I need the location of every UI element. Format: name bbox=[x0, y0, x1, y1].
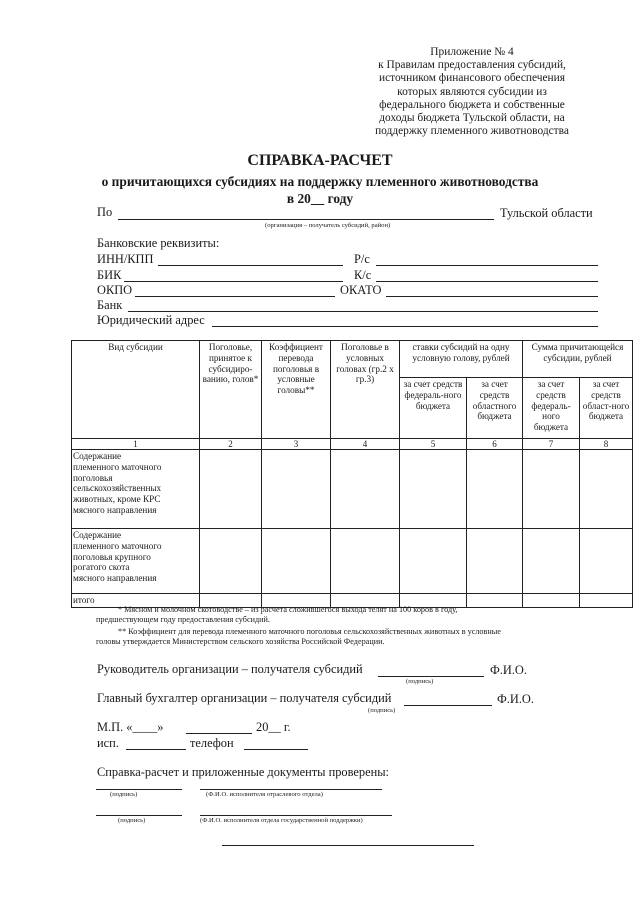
header-federal: за счет средств федераль-ного бюджета bbox=[400, 378, 467, 439]
footnote-2a: ** Коэффициент для перевода племенного маточного поголовья сельскохозяйственных животных в условные bbox=[118, 627, 501, 636]
cell[interactable] bbox=[523, 594, 580, 608]
cell[interactable] bbox=[331, 529, 400, 594]
row-kind-1: Содержание племенного маточного поголовья сельскохозяйственных животных, кроме КРС мясного направления bbox=[72, 450, 200, 529]
column-number: 8 bbox=[580, 439, 633, 450]
executor-field[interactable] bbox=[126, 749, 186, 750]
table-row bbox=[72, 450, 633, 529]
date-year: 20__ г. bbox=[256, 720, 291, 734]
column-number: 7 bbox=[523, 439, 580, 450]
column-number: 3 bbox=[262, 439, 331, 450]
check-signature-caption-2: (подпись) bbox=[118, 817, 146, 824]
cell[interactable] bbox=[200, 529, 262, 594]
stamp-date-label: М.П. «____» bbox=[97, 720, 164, 734]
head-signature-field[interactable] bbox=[378, 676, 484, 677]
bik-label: БИК bbox=[97, 268, 122, 282]
cell[interactable] bbox=[580, 529, 633, 594]
check-signature-field-1[interactable] bbox=[96, 789, 182, 790]
accountant-signature-caption: (подпись) bbox=[368, 707, 396, 714]
header-regional-sum: за счет средств област-ного бюджета bbox=[580, 378, 633, 439]
table-row bbox=[72, 529, 633, 594]
header-sum: Сумма причитающейся субсидии, рублей bbox=[523, 341, 633, 378]
rs-field[interactable] bbox=[376, 265, 598, 266]
cell[interactable] bbox=[467, 594, 523, 608]
okpo-label: ОКПО bbox=[97, 283, 133, 297]
executor-label: исп. bbox=[97, 736, 119, 750]
column-number: 4 bbox=[331, 439, 400, 450]
organization-field[interactable] bbox=[118, 219, 494, 220]
inn-field[interactable] bbox=[158, 265, 343, 266]
region-label: Тульской области bbox=[500, 206, 593, 220]
cell[interactable] bbox=[200, 450, 262, 529]
appendix-line: к Правилам предоставления субсидий, bbox=[378, 59, 566, 72]
address-field[interactable] bbox=[212, 326, 598, 327]
appendix-line: Приложение № 4 bbox=[430, 46, 514, 58]
cell[interactable] bbox=[580, 594, 633, 608]
header-regional: за счет средств областного бюджета bbox=[467, 378, 523, 439]
appendix-line: доходы бюджета Тульской области, на bbox=[379, 112, 565, 125]
cell[interactable] bbox=[523, 450, 580, 529]
okpo-field[interactable] bbox=[135, 296, 335, 297]
column-number: 5 bbox=[400, 439, 467, 450]
cell[interactable] bbox=[523, 529, 580, 594]
document-subtitle: о причитающихся субсидиях на поддержку племенного животноводства bbox=[101, 174, 539, 189]
ks-field[interactable] bbox=[376, 281, 598, 282]
check-fio-caption-2: (Ф.И.О. исполнителя отдела государственной поддержки) bbox=[200, 817, 363, 824]
cell[interactable] bbox=[467, 450, 523, 529]
cell[interactable] bbox=[400, 529, 467, 594]
footnote-1b: предшествующем году предоставления субсидий. bbox=[96, 615, 270, 624]
check-fio-caption-1: (Ф.И.О. исполнителя отраслевого отдела) bbox=[206, 791, 323, 798]
cell[interactable] bbox=[331, 450, 400, 529]
date-month-field[interactable] bbox=[186, 733, 252, 734]
ks-label: К/с bbox=[354, 268, 372, 282]
accountant-signature-field[interactable] bbox=[404, 705, 492, 706]
header-kind: Вид субсидии bbox=[72, 341, 200, 439]
bank-field[interactable] bbox=[128, 311, 598, 312]
footnote-1a: * Мясном и молочном скотоводстве – из расчета сложившегося выхода телят на 100 коров в году, bbox=[118, 605, 458, 614]
column-number: 1 bbox=[72, 439, 200, 450]
check-signature-caption-1: (подпись) bbox=[110, 791, 138, 798]
address-label: Юридический адрес bbox=[97, 313, 205, 327]
appendix-line: федерального бюджета и собственные bbox=[379, 98, 565, 111]
okato-field[interactable] bbox=[386, 296, 598, 297]
appendix-block bbox=[352, 46, 592, 138]
document-year: в 20__ году bbox=[286, 191, 354, 206]
appendix-line: источником финансового обеспечения bbox=[378, 72, 565, 85]
header-herd: Поголовье, принятое к субсидиро-ванию, голов* bbox=[200, 341, 262, 439]
rs-label: Р/с bbox=[354, 252, 370, 266]
head-label: Руководитель организации – получателя субсидий bbox=[97, 662, 363, 676]
head-fio: Ф.И.О. bbox=[490, 663, 527, 677]
document-title: СПРАВКА-РАСЧЕТ bbox=[247, 152, 393, 169]
okato-label: ОКАТО bbox=[340, 283, 382, 297]
header-coefficient: Коэффициент перевода поголовья в условные головы** bbox=[262, 341, 331, 439]
cell[interactable] bbox=[262, 450, 331, 529]
check-signature-field-2[interactable] bbox=[96, 815, 182, 816]
total-label: итого bbox=[72, 594, 200, 608]
organization-caption: (организация – получатель субсидий, район) bbox=[265, 222, 391, 229]
column-number: 2 bbox=[200, 439, 262, 450]
accountant-label: Главный бухгалтер организации – получателя субсидий bbox=[97, 691, 392, 705]
po-label: По bbox=[97, 205, 113, 219]
column-number: 6 bbox=[467, 439, 523, 450]
cell[interactable] bbox=[262, 529, 331, 594]
accountant-fio: Ф.И.О. bbox=[497, 692, 534, 706]
header-federal-sum: за счет средств федераль-ного бюджета bbox=[523, 378, 580, 439]
header-rates: ставки субсидий на одну условную голову, рублей bbox=[400, 341, 523, 378]
cell[interactable] bbox=[580, 450, 633, 529]
phone-label: телефон bbox=[190, 736, 234, 750]
check-title: Справка-расчет и приложенные документы проверены: bbox=[97, 765, 390, 779]
final-line[interactable] bbox=[222, 845, 474, 846]
bik-field[interactable] bbox=[124, 281, 343, 282]
inn-label: ИНН/КПП bbox=[97, 252, 154, 266]
cell[interactable] bbox=[467, 529, 523, 594]
check-fio-field-1[interactable] bbox=[200, 789, 382, 790]
phone-field[interactable] bbox=[244, 749, 308, 750]
subsidy-table bbox=[71, 340, 633, 608]
check-fio-field-2[interactable] bbox=[200, 815, 392, 816]
appendix-line: поддержку племенного животноводства bbox=[375, 125, 569, 138]
cell[interactable] bbox=[400, 450, 467, 529]
bank-label: Банк bbox=[97, 298, 123, 312]
row-kind-2: Содержание племенного маточного поголовья крупного рогатого скота мясного направления bbox=[72, 529, 200, 594]
bank-heading: Банковские реквизиты: bbox=[97, 236, 220, 250]
head-signature-caption: (подпись) bbox=[406, 678, 434, 685]
appendix-line: которых являются субсидии из bbox=[397, 85, 547, 98]
header-conditional-heads: Поголовье в условных головах (гр.2 х гр.3) bbox=[331, 341, 400, 439]
footnote-2b: головы утверждается Министерством сельского хозяйства Российской Федерации. bbox=[96, 637, 385, 646]
